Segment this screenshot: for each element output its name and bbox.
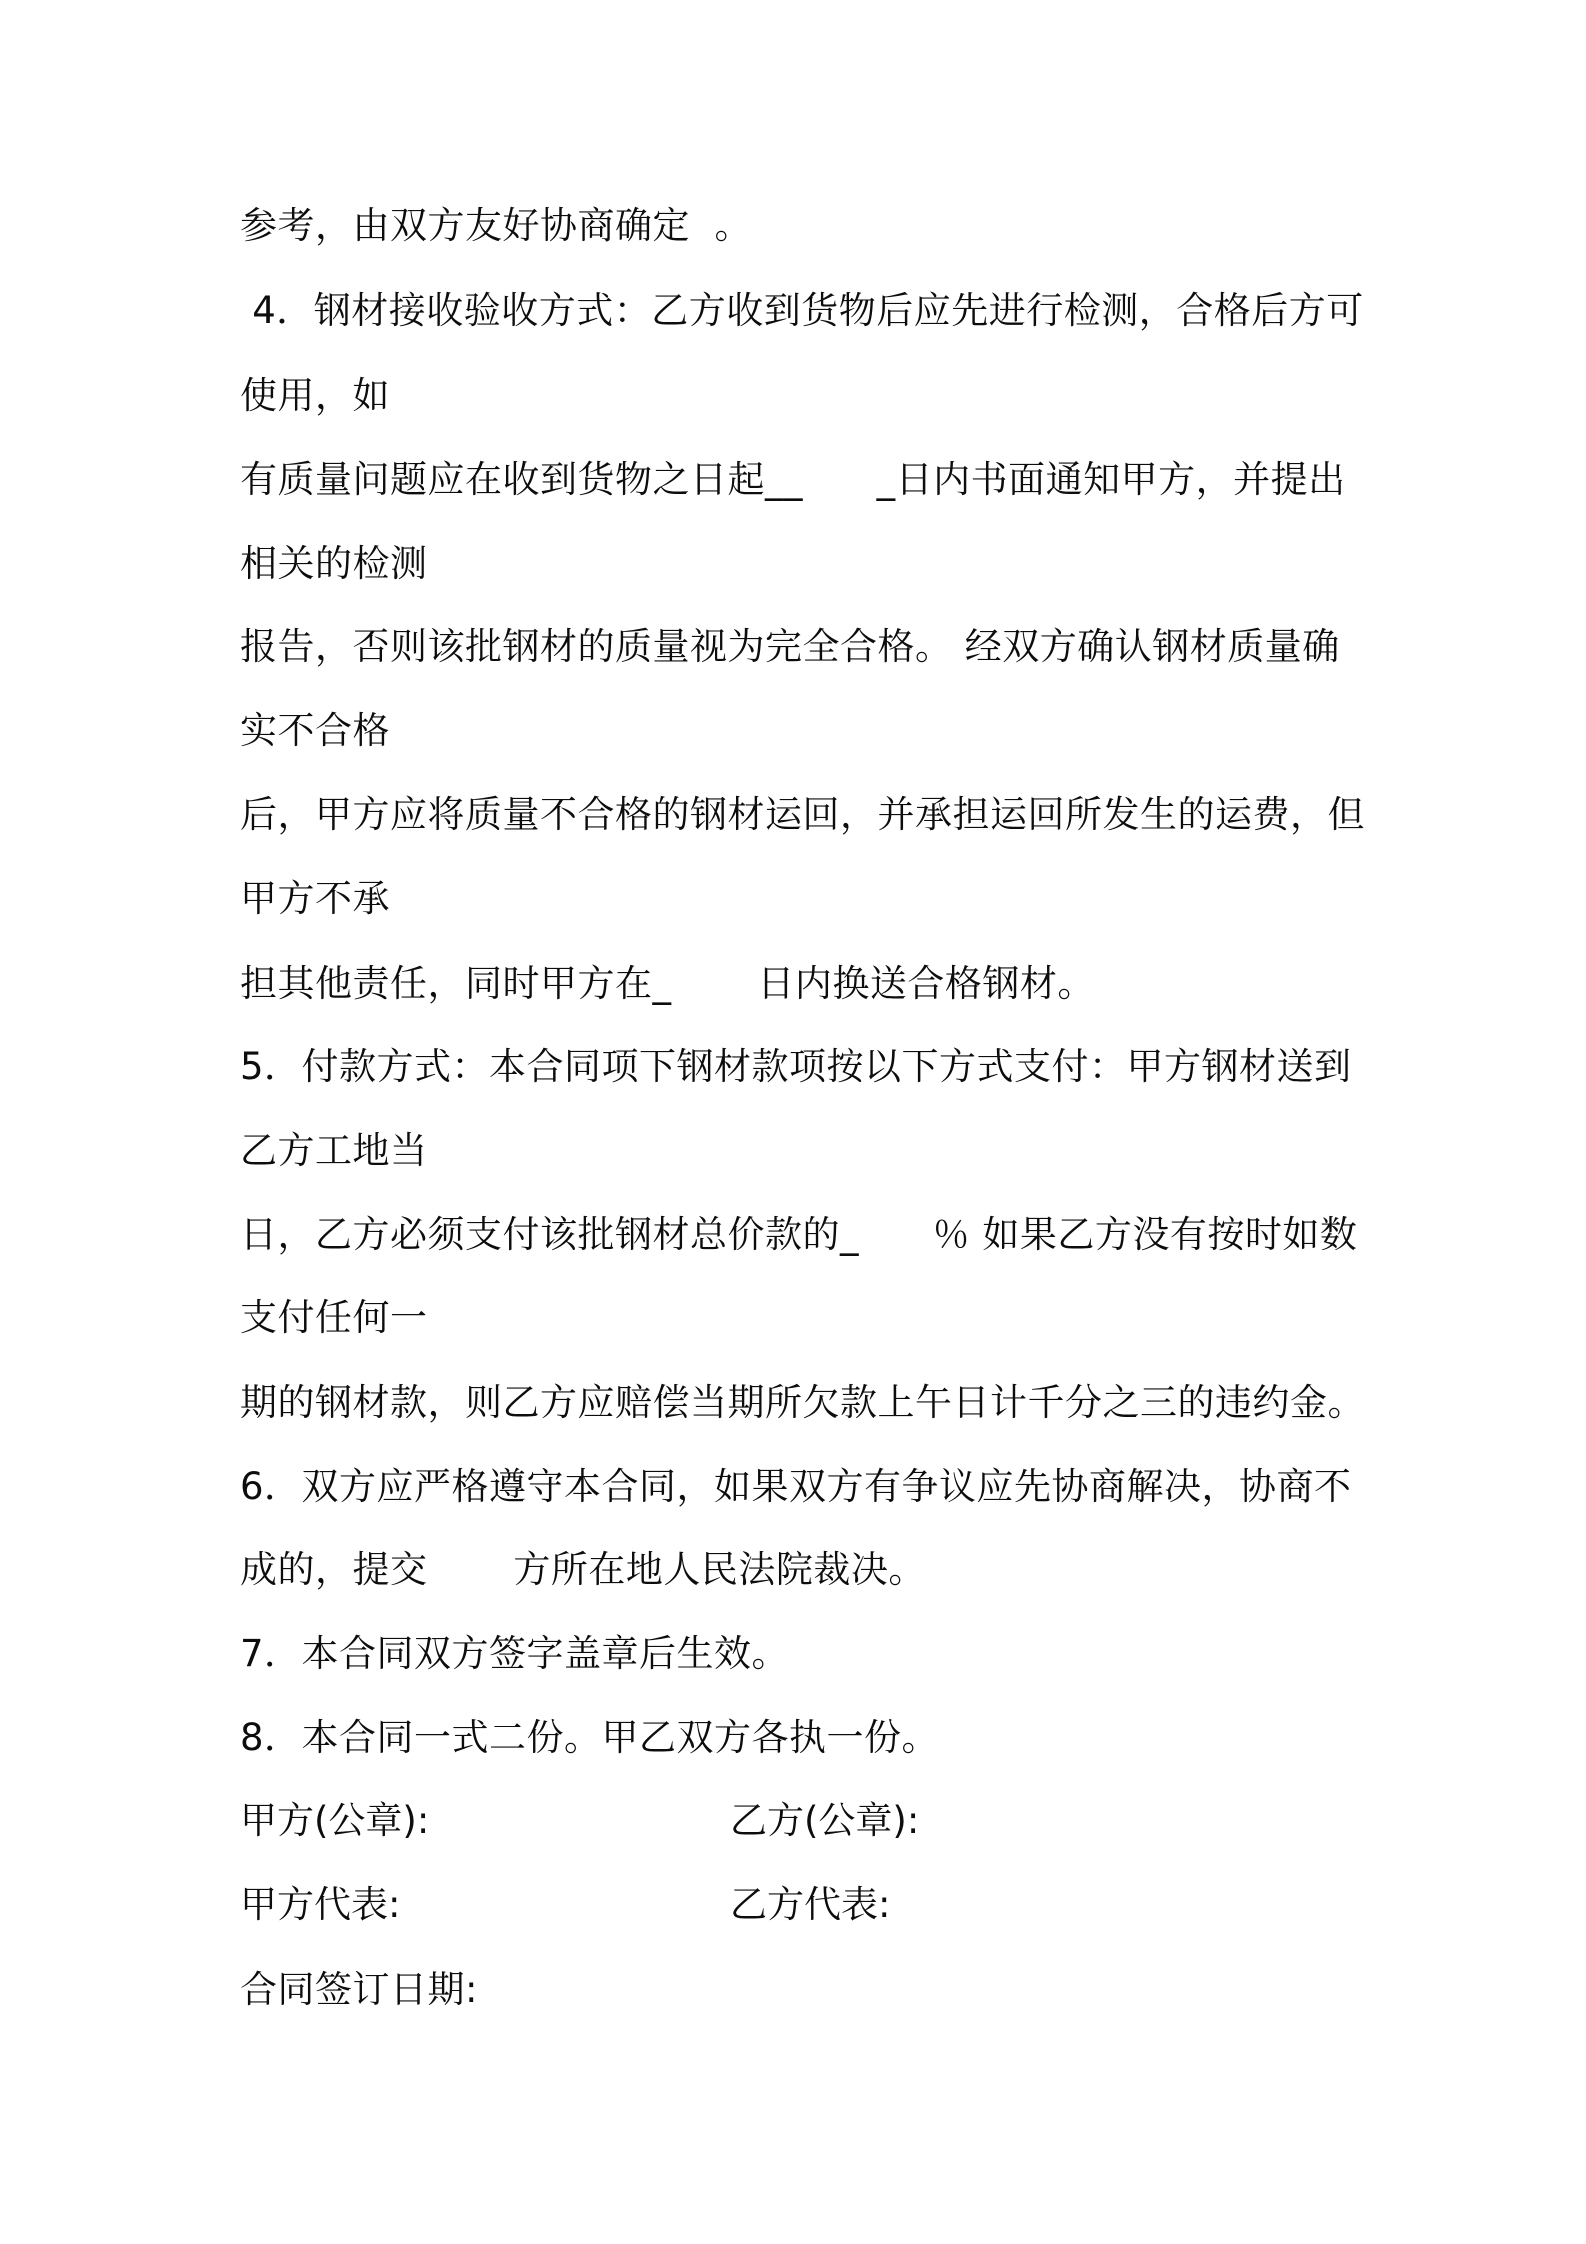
party-a-rep-label: 甲方代表: — [240, 1883, 401, 1926]
party-b-rep-label: 乙方代表: — [730, 1883, 891, 1926]
text-line: 4．钢材接收验收方式：乙方收到货物后应先进行检测，合格后方可 — [240, 289, 1364, 332]
text-line: 乙方工地当 — [240, 1129, 428, 1172]
text-line: 后，甲方应将质量不合格的钢材运回，并承担运回所发生的运费，但 — [240, 793, 1365, 836]
party-b-seal-label: 乙方(公章): — [730, 1799, 920, 1842]
representative-row — [240, 1881, 1140, 1929]
party-a-seal-label: 甲方(公章): — [240, 1799, 430, 1842]
text-line: 日，乙方必须支付该批钢材总价款的_ ％ 如果乙方没有按时如数 — [240, 1213, 1358, 1256]
text-line: 参考，由双方友好协商确定 。 — [240, 204, 753, 247]
text-line: 报告，否则该批钢材的质量视为完全合格。 经双方确认钢材质量确 — [240, 625, 1340, 668]
text-line: 使用，如 — [240, 374, 390, 417]
text-line: 甲方不承 — [240, 877, 390, 920]
sign-date-label: 合同签订日期: — [240, 1968, 478, 2011]
text-line: 8．本合同一式二份。甲乙双方各执一份。 — [240, 1716, 940, 1759]
text-line: 支付任何一 — [240, 1296, 428, 1339]
text-line: 7．本合同双方签字盖章后生效。 — [240, 1632, 790, 1675]
seal-row — [240, 1797, 1140, 1845]
text-line: 期的钢材款，则乙方应赔偿当期所欠款上午日计千分之三的违约金。 — [240, 1381, 1365, 1424]
text-line: 6．双方应严格遵守本合同，如果双方有争议应先协商解决，协商不 — [240, 1465, 1352, 1508]
text-line: 成的，提交 方所在地人民法院裁决。 — [240, 1548, 926, 1591]
text-line: 实不合格 — [240, 709, 390, 752]
text-line: 有质量问题应在收到货物之日起__ _日内书面通知甲方，并提出 — [240, 458, 1346, 501]
text-line: 5．付款方式：本合同项下钢材款项按以下方式支付：甲方钢材送到 — [240, 1045, 1352, 1088]
text-line: 相关的检测 — [240, 542, 428, 585]
text-line: 担其他责任，同时甲方在_ 日内换送合格钢材。 — [240, 962, 1095, 1005]
